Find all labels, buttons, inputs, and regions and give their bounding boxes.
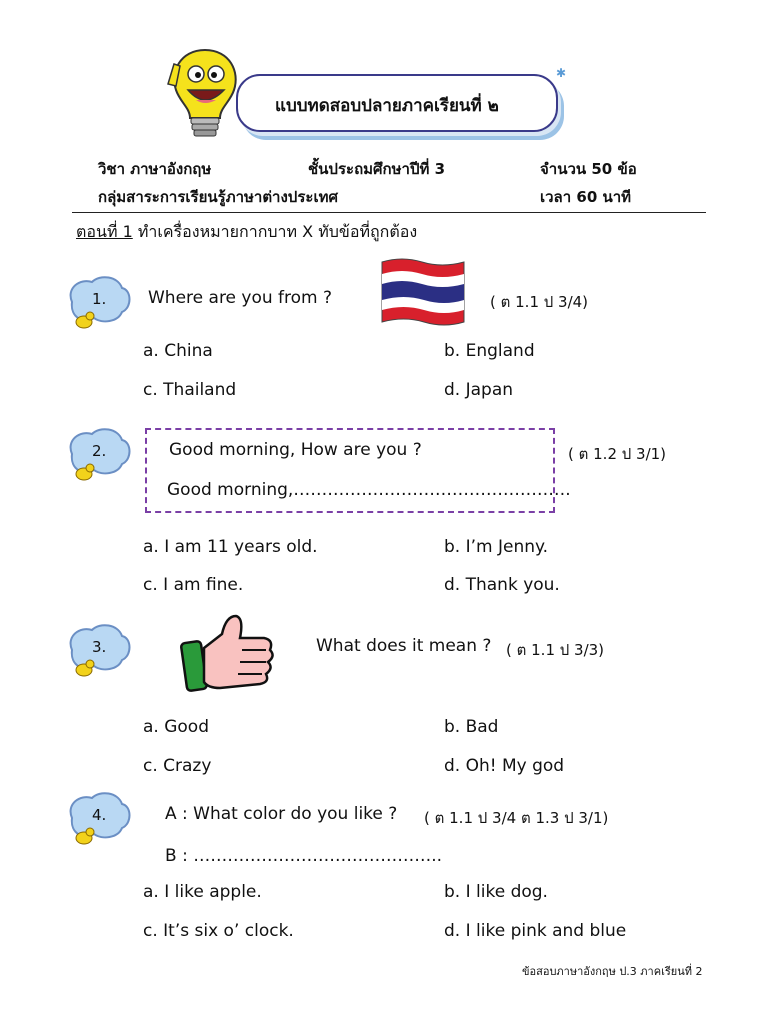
option-b[interactable]: b. England <box>444 341 535 361</box>
question-count: จำนวน 50 ข้อ <box>540 160 637 178</box>
section-heading <box>76 220 417 245</box>
subject-label: วิชา ภาษาอังกฤษ <box>98 160 212 178</box>
question-reference: ( ต 1.2 ป 3/1) <box>568 445 667 463</box>
option-b[interactable]: b. I like dog. <box>444 882 548 902</box>
thumbs-up-icon <box>180 608 280 702</box>
option-a[interactable]: a. Good <box>143 717 209 737</box>
question-number-bubble <box>62 788 134 850</box>
question-reference: ( ต 1.1 ป 3/4) <box>490 293 589 311</box>
thailand-flag-icon <box>378 256 468 330</box>
question-reference: ( ต 1.1 ป 3/3) <box>506 641 605 659</box>
option-b[interactable]: b. Bad <box>444 717 499 737</box>
option-d[interactable]: d. I like pink and blue <box>444 921 627 941</box>
dialog-line-2: Good morning,…………………………………………. <box>167 480 571 500</box>
option-d[interactable]: d. Japan <box>444 380 514 400</box>
option-a[interactable]: a. I like apple. <box>143 882 262 902</box>
sparkle-icon: ✱ <box>556 66 567 80</box>
question-reference: ( ต 1.1 ป 3/4 ต 1.3 ป 3/1) <box>424 809 609 827</box>
option-a[interactable]: a. China <box>143 341 213 361</box>
level-label: ชั้นประถมศึกษาปีที่ 3 <box>308 160 446 178</box>
section-instruction: ทำเครื่องหมายกากบาท X ทับข้อที่ถูกต้อง <box>137 222 418 241</box>
question-text: Where are you from ? <box>148 288 333 308</box>
option-d[interactable]: d. Thank you. <box>444 575 560 595</box>
question-number: 3. <box>92 638 107 656</box>
option-b[interactable]: b. I’m Jenny. <box>444 537 549 557</box>
question-number: 4. <box>92 806 107 824</box>
question-number-bubble <box>62 272 134 334</box>
question-number: 1. <box>92 290 107 308</box>
header-divider <box>72 212 706 213</box>
time-limit: เวลา 60 นาที <box>540 188 632 206</box>
question-text: What does it mean ? <box>316 636 492 656</box>
subject-group: กลุ่มสาระการเรียนรู้ภาษาต่างประเทศ <box>98 188 338 206</box>
option-c[interactable]: c. It’s six o’ clock. <box>143 921 294 941</box>
page-title: แบบทดสอบปลายภาคเรียนที่ ๒ <box>275 96 499 116</box>
option-a[interactable]: a. I am 11 years old. <box>143 537 318 557</box>
dialog-line-b: B : …………………………………….. <box>165 846 443 866</box>
option-c[interactable]: c. Thailand <box>143 380 237 400</box>
question-number-bubble <box>62 620 134 682</box>
option-c[interactable]: c. I am fine. <box>143 575 244 595</box>
question-number-bubble <box>62 424 134 486</box>
dialog-line-a: A : What color do you like ? <box>165 804 398 824</box>
section-label: ตอนที่ 1 <box>76 222 133 241</box>
option-d[interactable]: d. Oh! My god <box>444 756 565 776</box>
dialog-line-1: Good morning, How are you ? <box>169 440 422 460</box>
page-footer: ข้อสอบภาษาอังกฤษ ป.3 ภาคเรียนที่ 2 <box>522 965 703 978</box>
question-number: 2. <box>92 442 107 460</box>
option-c[interactable]: c. Crazy <box>143 756 212 776</box>
